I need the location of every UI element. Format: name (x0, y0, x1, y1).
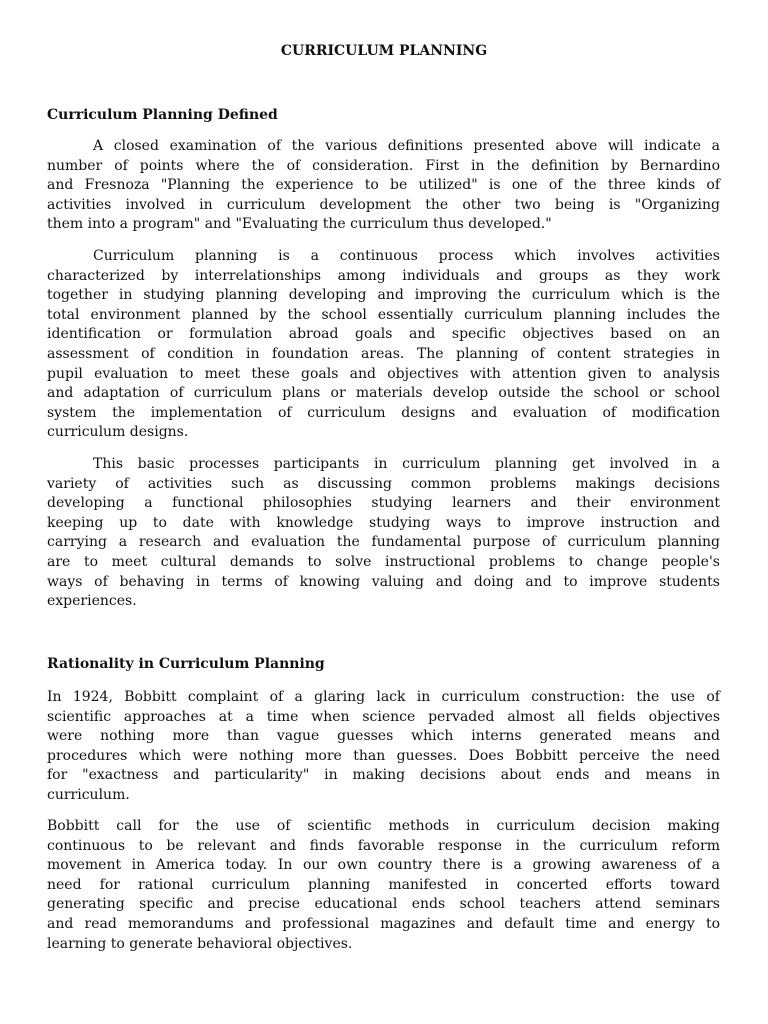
text-line: assessment of condition in foundation areas. The planning of content strategies in (47, 345, 720, 362)
section-heading-defined: Curriculum Planning Defined (47, 107, 278, 123)
text-line: variety of activities such as discussing common problems makings decisions (47, 475, 720, 492)
text-line: A closed examination of the various definitions presented above will indicate a (93, 138, 720, 154)
text-line: procedures which were nothing more than guesses. Does Bobbitt perceive the need (47, 747, 720, 764)
paragraph (47, 137, 720, 235)
text-line: learning to generate behavioral objectives. (47, 935, 353, 952)
text-line: curriculum designs. (47, 424, 189, 441)
paragraph (47, 688, 720, 806)
text-line: experiences. (47, 593, 137, 610)
paragraph (47, 247, 720, 443)
text-line: and adaptation of curriculum plans or materials develop outside the school or school (47, 385, 720, 402)
text-line: This basic processes participants in curriculum planning get involved in a (93, 456, 720, 472)
paragraph (47, 455, 720, 612)
text-line: curriculum. (47, 786, 130, 803)
text-line: characterized by interrelationships among individuals and groups as they work (47, 267, 720, 284)
text-line: developing a functional philosophies studying learners and their environment (47, 495, 720, 512)
text-line: total environment planned by the school essentially curriculum planning includes the (47, 306, 720, 323)
text-line: identification or formulation abroad goals and specific objectives based on an (47, 326, 720, 343)
text-line: Curriculum planning is a continuous process which involves activities (93, 248, 720, 264)
paragraph (47, 817, 720, 954)
text-line: were nothing more than vague guesses which interns generated means and (47, 728, 720, 745)
text-line: and read memorandums and professional magazines and default time and energy to (47, 915, 720, 932)
text-line: are to meet cultural demands to solve instructional problems to change people's (47, 553, 720, 570)
section-heading-rationality: Rationality in Curriculum Planning (47, 656, 325, 672)
text-line: keeping up to date with knowledge studying ways to improve instruction and (47, 514, 720, 531)
text-line: scientific approaches at a time when science pervaded almost all fields objectives (47, 708, 720, 725)
text-line: pupil evaluation to meet these goals and objectives with attention given to analysis (47, 365, 720, 382)
text-line: carrying a research and evaluation the fundamental purpose of curriculum planning (47, 534, 720, 551)
text-line: them into a program" and "Evaluating the curriculum thus developed." (47, 216, 552, 233)
text-line: generating specific and precise educational ends school teachers attend seminars (47, 896, 720, 913)
text-line: for "exactness and particularity" in making decisions about ends and means in (47, 767, 720, 784)
text-line: ways of behaving in terms of knowing valuing and doing and to improve students (47, 573, 720, 590)
document-title: CURRICULUM PLANNING (280, 43, 488, 59)
text-line: continuous to be relevant and finds favorable response in the curriculum reform (47, 837, 720, 854)
text-line: need for rational curriculum planning manifested in concerted efforts toward (47, 876, 720, 893)
text-line: and Fresnoza "Planning the experience to be utilized" is one of the three kinds of (47, 177, 720, 194)
text-line: movement in America today. In our own country there is a growing awareness of a (47, 857, 720, 874)
text-line: system the implementation of curriculum designs and evaluation of modification (47, 404, 720, 421)
text-line: Bobbitt call for the use of scientific methods in curriculum decision making (47, 818, 720, 834)
text-line: together in studying planning developing and improving the curriculum which is the (47, 287, 720, 304)
text-line: activities involved in curriculum development the other two being is "Organizing (47, 196, 720, 213)
text-line: In 1924, Bobbitt complaint of a glaring lack in curriculum construction: the use of (47, 689, 720, 705)
text-line: number of points where the of consideration. First in the definition by Bernardino (47, 157, 720, 174)
